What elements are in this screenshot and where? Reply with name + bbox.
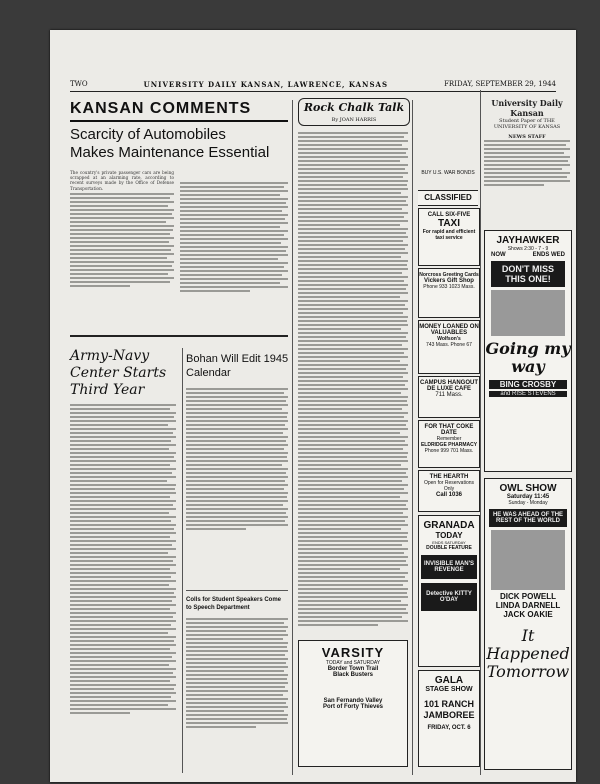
newspaper-page [50,30,576,782]
column-rule [292,100,293,775]
campus-hangout-ad: CAMPUS HANGOUT DE LUXE CAFE 711 Mass. [418,376,480,418]
editorial-text: The country's private passenger cars are being scrapped at an alarming rate, according to recent surveys made by the Office of Defense Transportation. [70,170,174,350]
rock-chalk-text [298,130,408,628]
army-text [70,402,176,716]
lead-headline: Scarcity of Automobiles Makes Maintenance Essential [70,126,270,161]
hearth-ad: THE HEARTH Open for Reservations Only Call 1036 [418,470,480,512]
money-loan-ad: MONEY LOANED ON VALUABLES Wolfson's 743 Mass. Phone 67 [418,320,480,374]
column-rule [182,348,183,773]
war-bonds-banner: BUY U.S. WAR BONDS [421,170,475,176]
editorial-text-col2 [180,180,288,294]
colls-text [186,616,288,730]
owl-show-ad: OWL SHOW Saturday 11:45 Sunday - Monday HE WAS AHEAD OF THE REST OF THE WORLD DICK POWELL LINDA DARNELL JACK OAKIE It Happened Tomorrow [484,478,572,770]
bing-photo [491,290,565,336]
page-header [70,80,556,92]
column-rule [480,90,481,775]
colls-headline: Colls for Student Speakers Come to Speech Department [186,597,282,611]
granada-ad: GRANADA TODAY ENDS SATURDAY DOUBLE FEATURE INVISIBLE MAN'S REVENGE Detective KITTY O'DAY [418,515,480,667]
coke-date-ad: FOR THAT COKE DATE Remember ELDRIDGE PHARMACY Phone 999 701 Mass. [418,420,480,468]
page-date: FRIDAY, SEPTEMBER 29, 1944 [444,80,556,88]
column-rule [412,100,413,775]
jayhawker-ad: JAYHAWKER Shows 2:30 - 7 - 9 NOW ENDS WED DON'T MISS THIS ONE! Going my way BING CROSBY and RISË STEVENS [484,230,572,472]
masthead: University Daily Kansan Student Paper of THE UNIVERSITY OF KANSAS NEWS STAFF [491,98,563,140]
bohan-headline: Bohan Will Edit 1945 Calendar [186,353,289,379]
owl-photo [491,530,565,590]
taxi-ad: CALL SIX-FIVE TAXI For rapid and efficient taxi service [418,208,480,266]
masthead-text [484,138,570,188]
army-navy-headline: Army-Navy Center Starts Third Year [70,348,167,398]
divider [186,590,288,591]
paper-name: UNIVERSITY DAILY KANSAN, LAWRENCE, KANSAS [143,80,388,89]
bohan-text [186,386,288,532]
page-number: TWO [70,80,88,88]
gala-ad: GALA STAGE SHOW 101 RANCH JAMBOREE FRIDAY, OCT. 6 [418,670,480,767]
gift-shop-ad: Norcross Greeting Cards Vickers Gift Shop Phone 933 1023 Mass. [418,268,480,318]
section-title: KANSAN COMMENTS [70,100,288,122]
varsity-ad: VARSITY TODAY and SATURDAY Border Town Trail Black Busters San Fernando Valley Port of Forty Thieves [298,640,408,767]
divider [70,335,288,337]
classified-header: CLASSIFIED [418,190,478,206]
rock-chalk-talk-title: Rock Chalk Talk By JOAN HARRIS [298,98,410,126]
